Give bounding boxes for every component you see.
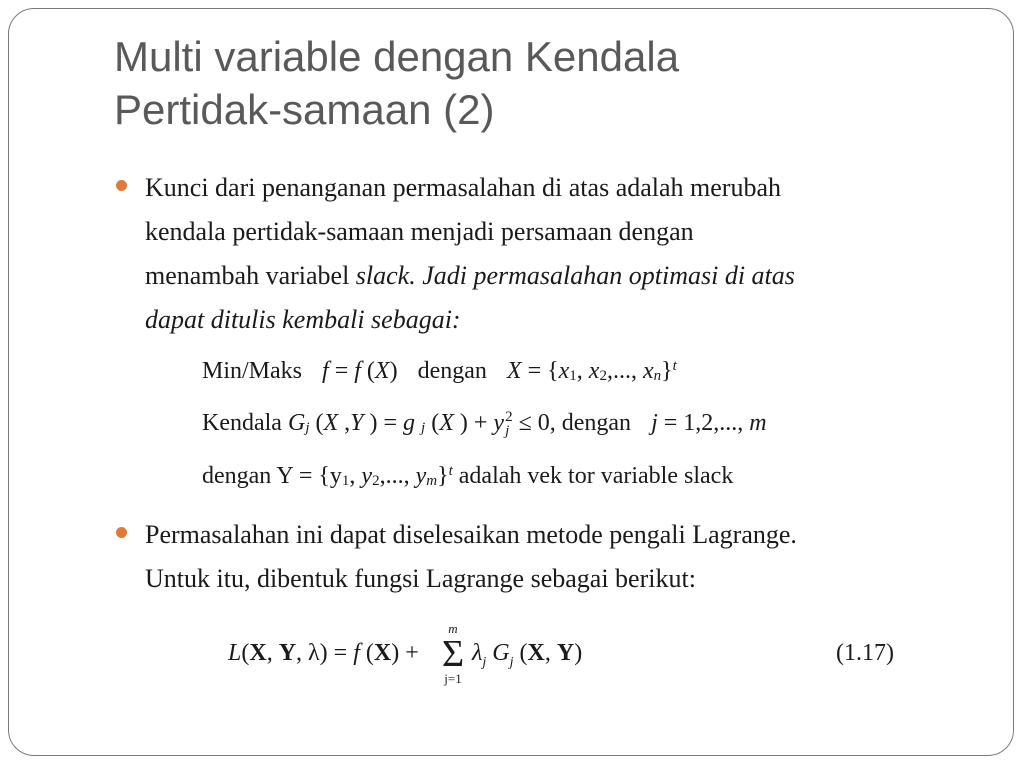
bullet-2-line-1: Permasalahan ini dapat diselesaikan metode pengali Lagrange. <box>145 520 797 549</box>
lagrange-equation <box>228 622 908 694</box>
bullet-2-line-2: Untuk itu, dibentuk fungsi Lagrange sebagai berikut: <box>145 564 696 593</box>
slack-tail: adalah vek tor variable slack <box>458 463 734 489</box>
sum-lower-limit: j=1 <box>444 671 462 686</box>
bullet-1-text <box>145 166 956 342</box>
kendala-label: Kendala <box>202 410 282 436</box>
bullet-1-line-3-italic: slack. Jadi permasalahan optimasi di atas <box>355 261 795 290</box>
bullet-1-line-4 <box>145 298 956 342</box>
bullet-dot-icon <box>116 527 127 538</box>
bullet-1-line-4-italic: dapat ditulis kembali sebagai: <box>145 305 461 334</box>
sum-upper-limit: m <box>448 621 458 636</box>
bullet-2-text <box>145 513 956 601</box>
lagrange-right: $\lambda_j$ $G_j$ (X, Y) <box>472 640 583 670</box>
math-line-kendala: Kendala $G_j$ (X ,Y ) = g $_j$ (X ) + y 2 j ≤ 0, dengan j = 1,2,..., m <box>202 409 767 440</box>
minmaks-label: Min/Maks <box>202 358 303 384</box>
equation-number: (1.17) <box>836 640 894 666</box>
kendala-dengan: , dengan <box>549 410 632 436</box>
bullet-1-line-3-normal: menambah variabel <box>145 261 356 290</box>
slide-title <box>114 30 974 136</box>
bullet-1-line-2: kendala pertidak-samaan menjadi persamaan dengan <box>145 217 694 246</box>
bullet-dot-icon <box>116 180 127 191</box>
bullet-1-line-3 <box>145 254 956 298</box>
bullet-1 <box>116 166 956 342</box>
title-line-1: Multi variable dengan Kendala <box>114 33 680 80</box>
minmaks-dengan: dengan <box>417 358 487 384</box>
bullet-2 <box>116 513 956 601</box>
math-line-slack: dengan $Y = \{y_1$, $y_2$,..., $y_m\}^t$ adalah vek tor variable slack <box>202 463 734 489</box>
bullet-1-line-1: Kunci dari penanganan permasalahan di atas adalah merubah <box>145 173 781 202</box>
lagrange-left: L(X, Y, λ) = f (X) + <box>228 640 419 666</box>
math-line-minmaks: Min/Maks f = f (X) dengan $X = \{x_1$, $x_2$,..., $x_n\}^t$ <box>202 358 677 384</box>
summation-symbol: m Σ j=1 <box>438 622 468 686</box>
slack-dengan: dengan <box>202 463 272 489</box>
title-line-2: Pertidak-samaan (2) <box>114 86 495 133</box>
